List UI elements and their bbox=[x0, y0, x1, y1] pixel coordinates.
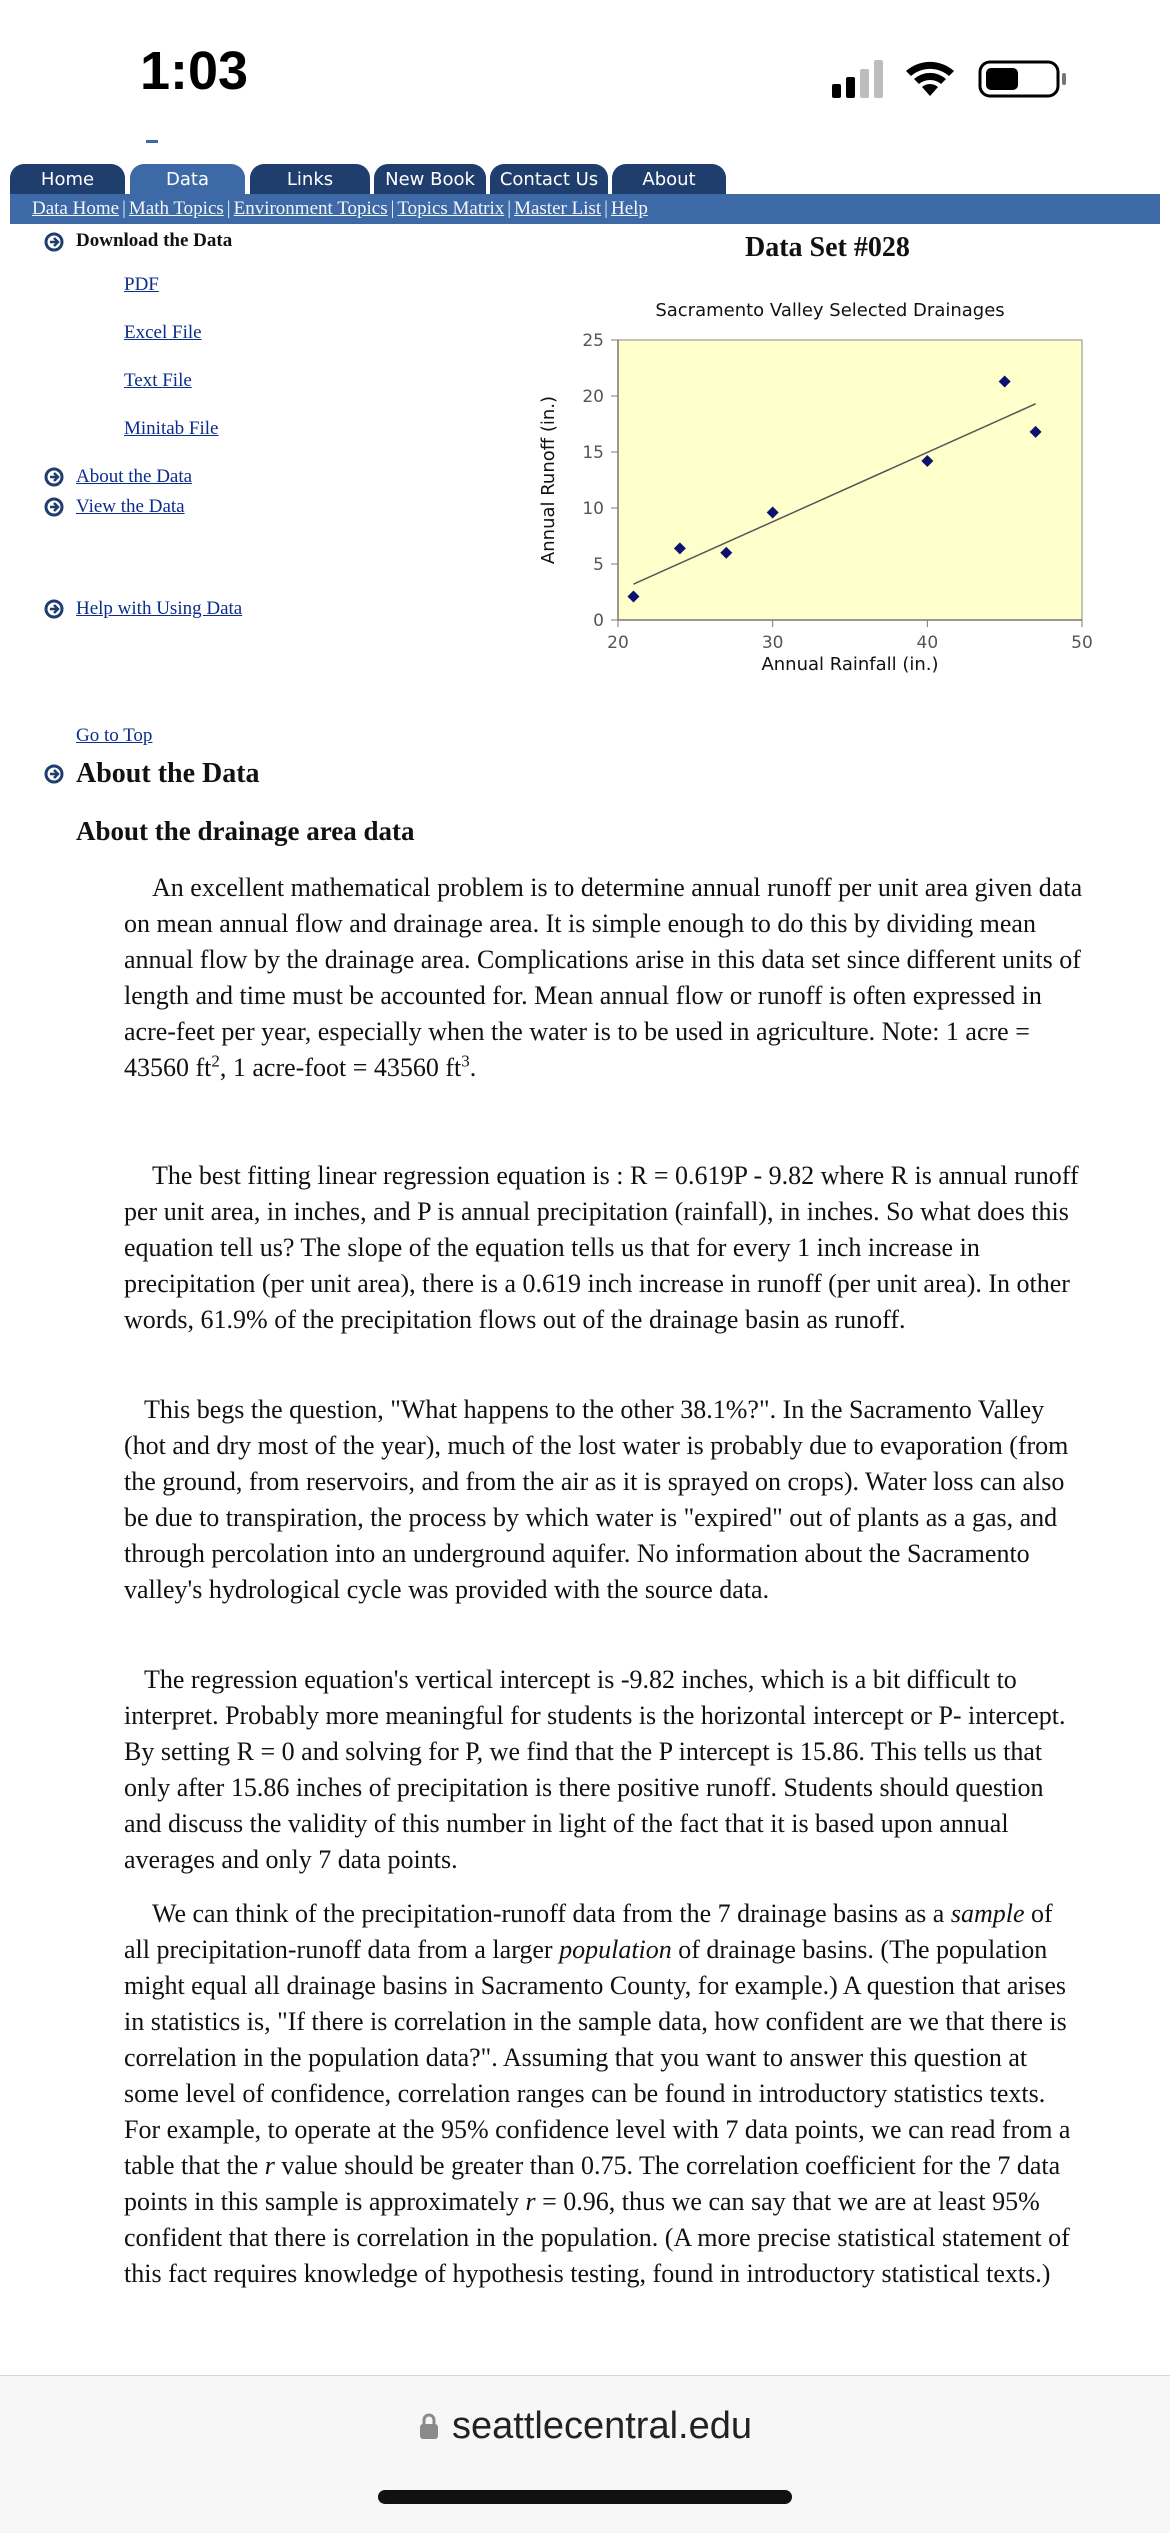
arrow-bullet-icon bbox=[44, 599, 64, 619]
y-tick-label: 15 bbox=[582, 443, 604, 463]
y-tick-label: 10 bbox=[582, 499, 604, 519]
separator: | bbox=[122, 198, 126, 219]
drainage-subheading: About the drainage area data bbox=[76, 816, 415, 846]
y-tick-label: 5 bbox=[593, 555, 604, 575]
superscript: 3 bbox=[461, 1051, 470, 1071]
tab-data[interactable]: Data bbox=[130, 164, 245, 194]
help-using-data-link[interactable]: Help with Using Data bbox=[76, 598, 243, 619]
paragraph-4: The regression equation's vertical intercept is -9.82 inches, which is a bit difficult to interpret. Probably more meaningful for students is the horizontal intercept or P- intercept. By setting R = 0 and solving for P, we find that the P intercept is 15.86. This tells us that only after 15.86 inches of precipitation is there positive runoff. Students should question and discuss the validity of this number in light of the fact that it is based upon annual averages and only 7 data points. bbox=[124, 1665, 1066, 1874]
download-pdf-link[interactable]: PDF bbox=[124, 274, 159, 295]
home-indicator[interactable] bbox=[378, 2490, 792, 2504]
address-bar[interactable] bbox=[0, 2405, 1170, 2448]
scatter-chart bbox=[530, 290, 1130, 690]
y-axis-label: Annual Runoff (in.) bbox=[538, 395, 559, 565]
chart-title: Sacramento Valley Selected Drainages bbox=[655, 300, 1005, 321]
url-text: seattlecentral.edu bbox=[452, 2405, 752, 2447]
tab-new-book[interactable]: New Book bbox=[374, 164, 486, 194]
about-heading: About the Data bbox=[76, 758, 260, 789]
paragraph-5-text: We can think of the precipitation-runoff data from the 7 drainage basins as a bbox=[152, 1899, 951, 1928]
lock-icon bbox=[418, 2412, 440, 2440]
status-time: 1:03 bbox=[140, 41, 249, 101]
arrow-bullet-icon bbox=[44, 467, 64, 487]
x-tick-label: 20 bbox=[607, 633, 629, 653]
x-tick-label: 50 bbox=[1071, 633, 1093, 653]
paragraph-3: This begs the question, "What happens to the other 38.1%?". In the Sacramento Valley (hot and dry most of the year), much of the lost water is probably due to evaporation (from the ground, from reservoirs, and from the air as it is sprayed on crops). Water loss can also be due to transpiration, the process by which water is "expired" out of plants as a gas, and through percolation into an underground aquifer. No information about the Sacramento valley's hydrological cycle was provided with the source data. bbox=[124, 1395, 1069, 1604]
subnav-environment-topics[interactable]: Environment Topics bbox=[233, 198, 388, 219]
superscript: 2 bbox=[211, 1051, 220, 1071]
separator: | bbox=[226, 198, 231, 219]
tab-contact-us[interactable]: Contact Us bbox=[490, 164, 608, 194]
dataset-title: Data Set #028 bbox=[745, 232, 910, 263]
separator: | bbox=[390, 198, 395, 219]
arrow-bullet-icon bbox=[44, 764, 64, 784]
subnav-master-list[interactable]: Master List bbox=[514, 198, 602, 219]
italic-term: sample bbox=[950, 1899, 1025, 1928]
paragraph-5 bbox=[124, 1896, 1084, 2292]
subnav-data-home[interactable]: Data Home bbox=[32, 198, 120, 219]
plot-area bbox=[618, 340, 1082, 620]
signal-icon bbox=[832, 60, 883, 98]
italic-term: population bbox=[559, 1935, 672, 1964]
tab-links[interactable]: Links bbox=[250, 164, 370, 194]
x-tick-label: 40 bbox=[916, 633, 939, 653]
x-tick-label: 30 bbox=[761, 633, 784, 653]
subnav-topics-matrix[interactable]: Topics Matrix bbox=[397, 198, 505, 219]
paragraph-1-text: , 1 acre-foot = 43560 ft bbox=[219, 1053, 462, 1082]
y-tick-label: 20 bbox=[582, 387, 604, 407]
download-excel-link[interactable]: Excel File bbox=[124, 322, 202, 343]
separator: | bbox=[507, 198, 512, 219]
paragraph-2: The best fitting linear regression equation is : R = 0.619P - 9.82 where R is annual runoff per unit area, in inches, and P is annual precipitation (rainfall), in inches. So what does this equation tell us? The slope of the equation tells us that for every 1 inch increase in precipitation (per unit area), there is a 0.619 inch increase in runoff (per unit area). In other words, 61.9% of the precipitation flows out of the drainage basin as runoff. bbox=[124, 1161, 1079, 1334]
browser-bottom-bar bbox=[0, 2375, 1170, 2533]
y-tick-label: 25 bbox=[582, 331, 604, 351]
paragraph-1-text: . bbox=[469, 1053, 477, 1082]
wifi-icon bbox=[906, 62, 954, 96]
arrow-bullet-icon bbox=[44, 232, 64, 252]
paragraph-1 bbox=[124, 870, 1084, 1086]
separator: | bbox=[604, 198, 608, 219]
paragraph-1-text: An excellent mathematical problem is to determine annual runoff per unit area given data on mean annual flow and drainage area. It is simple enough to do this by dividing mean annual flow by the drainage area. Complications arise in this data set since different units of length and time must be accounted for. Mean annual flow or runoff is often expressed in acre-feet per year, especially when the water is to be used in agriculture. Note: 1 acre = 43560 ft bbox=[124, 873, 1083, 1082]
decorative-dash bbox=[146, 140, 158, 143]
tab-about[interactable]: About bbox=[612, 164, 726, 194]
y-tick-label: 0 bbox=[593, 611, 604, 631]
status-icons bbox=[830, 56, 1090, 100]
italic-term: r bbox=[525, 2187, 536, 2216]
main-tabs bbox=[10, 164, 1160, 194]
paragraph-5-text: of all precipitation-runoff data from a larger bbox=[124, 1899, 1053, 1964]
subnav-math-topics[interactable]: Math Topics bbox=[128, 198, 224, 219]
about-data-link[interactable]: About the Data bbox=[76, 466, 193, 487]
paragraph-5-text: value should be greater than 0.75. The correlation coefficient for the 7 data points in this sample is approximately bbox=[124, 2151, 1061, 2216]
italic-term: r bbox=[264, 2151, 275, 2180]
download-minitab-link[interactable]: Minitab File bbox=[124, 418, 219, 439]
download-text-link[interactable]: Text File bbox=[124, 370, 192, 391]
x-axis-label: Annual Rainfall (in.) bbox=[761, 654, 939, 675]
arrow-bullet-icon bbox=[44, 497, 64, 517]
tab-home[interactable]: Home bbox=[10, 164, 125, 194]
subnav-help[interactable]: Help bbox=[610, 198, 648, 219]
paragraph-5-text: of drainage basins. (The population might equal all drainage basins in Sacramento County, for example.) A question that arises in statistics is, "If there is correlation in the sample data, how confident are we that there is correlation in the population data?". Assuming that you want to answer this question at some level of confidence, correlation ranges can be found in introductory statistics texts. For example, to operate at the 95% confidence level with 7 data points, we can read from a table that the bbox=[124, 1935, 1071, 2180]
go-to-top-link[interactable]: Go to Top bbox=[76, 725, 153, 746]
download-heading: Download the Data bbox=[76, 230, 233, 251]
battery-icon bbox=[980, 62, 1066, 96]
paragraph-5-text: = 0.96, thus we can say that we are at least 95% confident that there is correlation in the population. (A more precise statistical statement of this fact requires knowledge of hypothesis testing, found in introductory statistical texts.) bbox=[124, 2187, 1070, 2288]
view-data-link[interactable]: View the Data bbox=[76, 496, 185, 517]
sub-navigation bbox=[10, 194, 1160, 224]
